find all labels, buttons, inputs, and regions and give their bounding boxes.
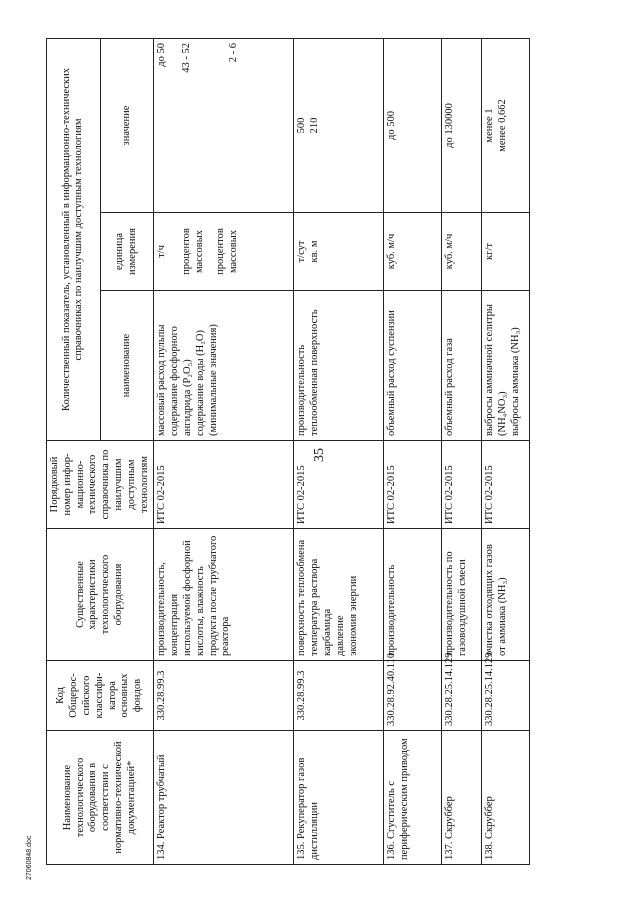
table-row <box>384 39 442 865</box>
indicator-value: до 50 <box>156 43 168 67</box>
row-number: 135. <box>296 841 308 860</box>
row-indicator-names <box>384 291 442 441</box>
table-row <box>442 39 482 865</box>
row-name: Реактор трубчатый <box>156 754 168 839</box>
row-name: Скруббер <box>484 796 496 839</box>
characteristic-line: очистка отходящих газов от аммиака (NH₃) <box>484 544 509 656</box>
indicator-value: 43 - 52 <box>181 43 193 73</box>
row-code: 330.28.25.14.129 <box>482 661 530 731</box>
row-characteristics <box>294 529 384 661</box>
indicator-unit: куб. м/ч <box>444 233 456 270</box>
table-row <box>482 39 530 865</box>
row-characteristics <box>482 529 530 661</box>
row-number: 136. <box>386 841 398 860</box>
row-name-cell <box>294 731 384 865</box>
page-number: 35 <box>312 448 327 462</box>
footer-filename: 27060848.doc <box>26 835 33 880</box>
row-code: 330.28.25.14.129 <box>442 661 482 731</box>
row-characteristics <box>442 529 482 661</box>
header-code: Код Общерос-сийского классифи-катора основных фондов <box>47 661 154 731</box>
characteristic-line: давление <box>334 615 346 656</box>
indicator-value: 210 <box>309 117 321 134</box>
row-indicator-values <box>442 39 482 213</box>
row-its: ИТС 02-2015 <box>442 441 482 529</box>
row-number: 138. <box>484 841 496 860</box>
characteristic-line: производительность по газовоздушной смеси <box>444 551 469 656</box>
row-indicator-units <box>154 213 294 291</box>
indicator-name: объемный расход газа <box>444 338 456 436</box>
indicator-name: содержание фосфорного ангидрида (P₂O₅) <box>169 326 193 436</box>
row-indicator-units <box>294 213 384 291</box>
row-characteristics <box>154 529 294 661</box>
indicator-value: менее 0,662 <box>497 99 509 152</box>
row-name: Рекуператор газов дистилляции <box>296 757 321 860</box>
row-number: 137. <box>444 841 456 860</box>
characteristic-line: поверхность теплообмена <box>296 539 308 656</box>
indicator-unit: куб. м/ч <box>386 233 398 270</box>
indicator-unit: кв. м <box>309 240 321 263</box>
indicator-value: до 500 <box>386 111 398 140</box>
row-name-cell <box>384 731 442 865</box>
row-name-cell <box>442 731 482 865</box>
characteristic-line: концентрация используемой фосфорной кислоты, влажность продукта после трубчатого реактора <box>169 535 232 656</box>
header-characteristics: Существенные характеристики технологического оборудования <box>47 529 154 661</box>
characteristic-line: производительность, <box>156 562 168 656</box>
row-indicator-values <box>482 39 530 213</box>
row-number: 134. <box>156 841 168 860</box>
header-indicator-name: наименование <box>100 291 154 441</box>
header-its: Порядковый номер инфор-мационно-технического справочника по наилучшим доступным технологиям <box>47 441 154 529</box>
row-characteristics <box>384 529 442 661</box>
row-name-cell <box>154 731 294 865</box>
indicator-unit: процентов массовых <box>181 228 205 275</box>
row-name: Скруббер <box>444 796 456 839</box>
row-code: 330.28.99.3 <box>154 661 294 731</box>
row-indicator-values <box>154 39 294 213</box>
row-its: ИТС 02-2015 <box>154 441 294 529</box>
row-indicator-values <box>384 39 442 213</box>
indicator-unit: т/сут <box>296 240 308 263</box>
header-name: Наименование технологического оборудования в соответствии с нормативно-технической документацией* <box>47 731 154 865</box>
table-row <box>294 39 384 865</box>
row-indicator-units <box>482 213 530 291</box>
indicator-name: содержание воды (H₂O) (минимальные значения) <box>194 324 219 436</box>
characteristic-line: температура раствора карбамида <box>309 558 333 656</box>
indicator-name: выбросы аммиака (NH₃) <box>509 327 521 436</box>
row-indicator-names <box>442 291 482 441</box>
row-indicator-names <box>154 291 294 441</box>
indicator-name: производительность <box>296 344 308 436</box>
characteristic-line: экономия энергии <box>347 575 359 656</box>
row-code: 330.28.99.3 <box>294 661 384 731</box>
row-indicator-units <box>442 213 482 291</box>
indicator-unit: процентов массовых <box>214 228 239 275</box>
row-its: ИТС 02-2015 <box>294 441 384 529</box>
row-its: ИТС 02-2015 <box>384 441 442 529</box>
table-row <box>154 39 294 865</box>
indicator-value: менее 1 <box>484 108 496 143</box>
row-its: ИТС 02-2015 <box>482 441 530 529</box>
indicator-name: объемный расход суспензии <box>386 310 398 436</box>
indicator-unit: т/ч <box>156 245 168 258</box>
indicator-unit: кг/т <box>484 243 496 260</box>
header-indicator-unit: единица измерения <box>100 213 154 291</box>
indicator-value: до 130000 <box>444 103 456 148</box>
header-indicator-value: значение <box>100 39 154 213</box>
indicator-name: выбросы аммиачной селитры (NH₄NO₃) <box>484 304 509 436</box>
row-indicator-units <box>384 213 442 291</box>
row-indicator-names <box>294 291 384 441</box>
indicator-value: 2 - 6 <box>227 43 239 63</box>
row-name: Сгуститель с периферическим приводом <box>386 738 411 860</box>
indicator-name: теплообменная поверхность <box>309 309 321 436</box>
characteristic-line: производительность <box>386 564 398 656</box>
row-name-cell <box>482 731 530 865</box>
rotated-table-container <box>46 39 594 865</box>
indicator-value: 500 <box>296 117 308 134</box>
equipment-table <box>46 38 530 865</box>
row-indicator-names <box>482 291 530 441</box>
row-code: 330.28.92.40.110 <box>384 661 442 731</box>
indicator-name: массовый расход пульпы <box>156 324 168 436</box>
row-indicator-values <box>294 39 384 213</box>
header-indicator-group: Количественный показатель, установленный в информационно-технических справочниках по наилучшим доступным технологиям <box>47 39 101 441</box>
